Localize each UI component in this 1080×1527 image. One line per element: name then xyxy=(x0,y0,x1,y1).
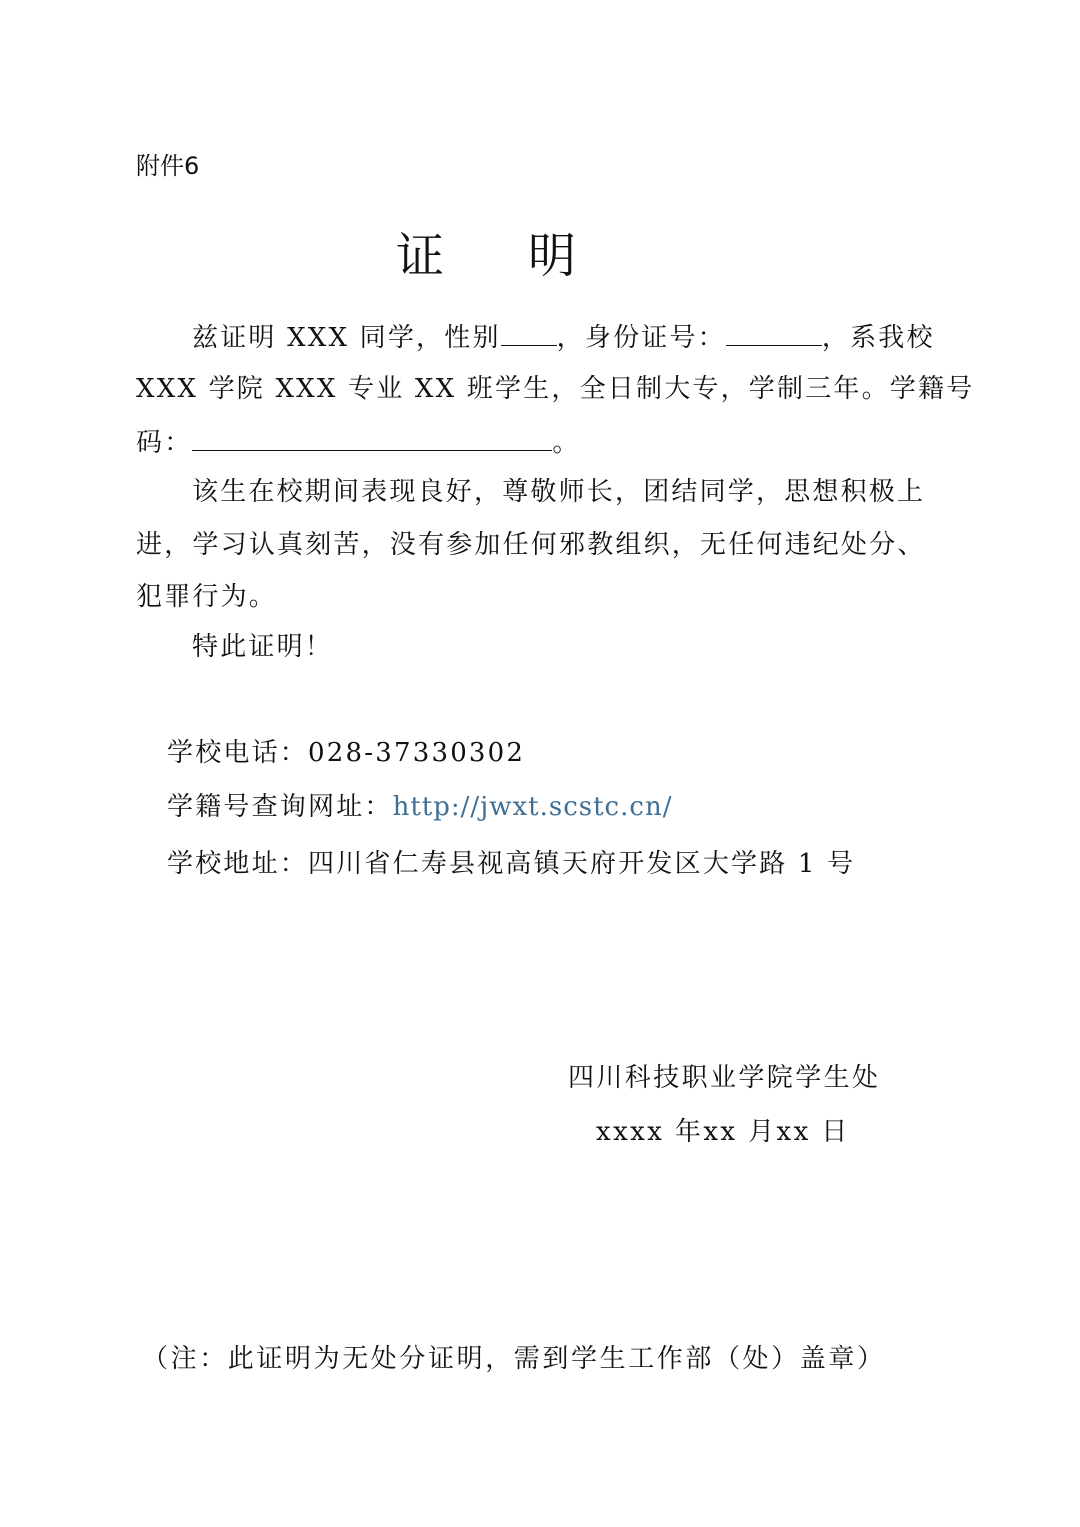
paragraph1-line2: XXX 学院 XXX 专业 XX 班学生，全日制大专，学制三年。学籍号 xyxy=(136,374,975,404)
paragraph1-text-d: 码： xyxy=(136,428,193,458)
paragraph1-text-e: 。 xyxy=(552,428,581,458)
query-website-link[interactable]: http://jwxt.scstc.cn/ xyxy=(392,792,673,822)
paragraph1-text-b: ，身份证号： xyxy=(556,323,726,353)
paragraph1-line3 xyxy=(136,422,581,461)
paragraph1-text-a: 兹证明 XXX 同学，性别 xyxy=(192,323,501,353)
query-website-label: 学籍号查询网址： xyxy=(167,792,393,822)
school-address xyxy=(167,846,855,882)
school-phone xyxy=(167,735,525,771)
footnote: （注：此证明为无处分证明，需到学生工作部（处）盖章） xyxy=(142,1344,886,1374)
query-website xyxy=(167,789,672,825)
school-address-value: 四川省仁寿县视高镇天府开发区大学路 1 号 xyxy=(308,849,856,879)
closing-text: 特此证明！ xyxy=(192,632,334,662)
paragraph1-line1 xyxy=(192,317,935,356)
id-number-blank xyxy=(726,317,822,346)
school-address-label: 学校地址： xyxy=(167,849,309,879)
paragraph2-line3: 犯罪行为。 xyxy=(136,582,278,612)
school-phone-label: 学校电话： xyxy=(167,738,309,768)
paragraph2-line1: 该生在校期间表现良好，尊敬师长，团结同学，思想积极上 xyxy=(192,477,926,507)
school-phone-value: 028-37330302 xyxy=(308,738,526,768)
attachment-label: 附件6 xyxy=(136,152,200,180)
issue-date: xxxx 年xx 月xx 日 xyxy=(596,1117,850,1147)
paragraph1-text-c: ，系我校 xyxy=(821,323,935,353)
student-number-blank xyxy=(192,422,552,451)
gender-blank xyxy=(501,317,557,346)
paragraph2-line2: 进，学习认真刻苦，没有参加任何邪教组织，无任何违纪处分、 xyxy=(136,530,926,560)
document-title: 证明 xyxy=(395,228,660,284)
issuer-name: 四川科技职业学院学生处 xyxy=(568,1063,881,1093)
